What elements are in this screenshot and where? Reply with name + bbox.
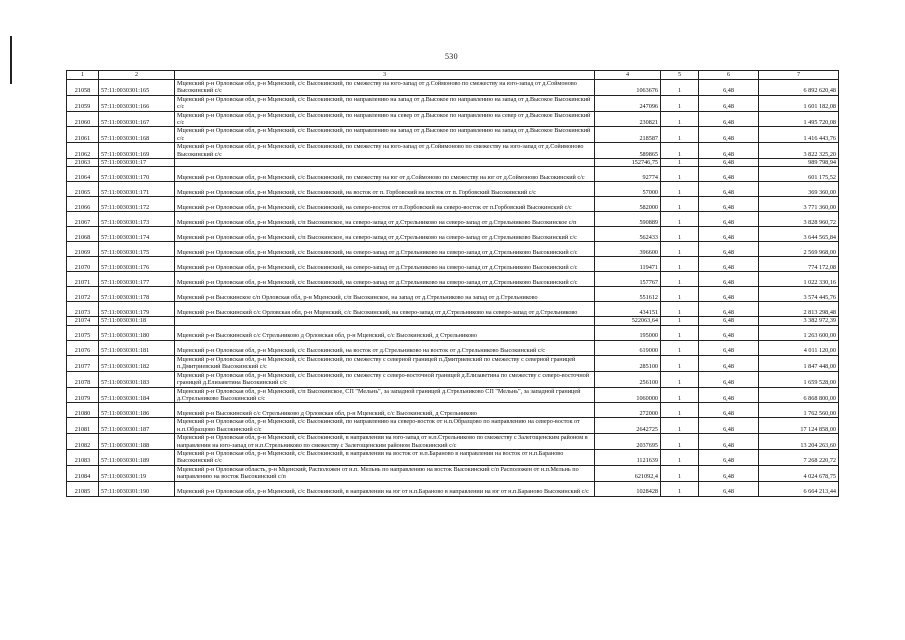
count-cell: 1 <box>661 434 699 450</box>
row-number-cell: 21080 <box>67 403 99 418</box>
column-header: 6 <box>699 71 759 80</box>
location-description-cell <box>175 159 595 167</box>
count-cell: 1 <box>661 80 699 96</box>
count-cell: 1 <box>661 449 699 465</box>
rate-cell: 6,48 <box>699 371 759 387</box>
area-cell: 218587 <box>595 127 661 143</box>
count-cell: 1 <box>661 481 699 496</box>
location-description-cell: Мценский р-н Высокинский с/с Орловская обл, р-н Мценский, с/с Высокинский, на северо-запад от д.Стрельниково на северо-запад от д.Стрельниково <box>175 302 595 317</box>
cadastral-value-cell: 1 659 528,00 <box>759 371 839 387</box>
cadastral-number-cell: 57:11:0030301:184 <box>99 387 175 403</box>
table-row <box>67 418 839 434</box>
table-row <box>67 143 839 159</box>
location-description-cell: Мценский р-н Орловская обл, р-н Мценский, с/с Высокинский, на северо-запад от д.Стрельниково на северо-запад от д.Стрельниково Высокинский с/с <box>175 242 595 257</box>
rate-cell: 6,48 <box>699 317 759 325</box>
row-number-cell: 21082 <box>67 434 99 450</box>
row-number-cell: 21068 <box>67 227 99 242</box>
rate-cell: 6,48 <box>699 418 759 434</box>
count-cell: 1 <box>661 387 699 403</box>
cadastral-value-cell: 369 360,00 <box>759 182 839 197</box>
count-cell: 1 <box>661 111 699 127</box>
cadastral-number-cell: 57:11:0030301:173 <box>99 212 175 227</box>
count-cell: 1 <box>661 159 699 167</box>
location-description-cell: Мценский р-н Орловская обл, р-н Мценский, с/с Высокинский, по смежеству на юго-запад от д.Соймоново по смежеству на юго-запад от д.Соймоново Высокинский с/с <box>175 80 595 96</box>
rate-cell: 6,48 <box>699 257 759 272</box>
row-number-cell: 21081 <box>67 418 99 434</box>
cadastral-number-cell: 57:11:0030301:183 <box>99 371 175 387</box>
count-cell: 1 <box>661 418 699 434</box>
rate-cell: 6,48 <box>699 95 759 111</box>
table-row <box>67 302 839 317</box>
area-cell: 582000 <box>595 197 661 212</box>
area-cell: 396600 <box>595 242 661 257</box>
row-number-cell: 21060 <box>67 111 99 127</box>
row-number-cell: 21071 <box>67 272 99 287</box>
rate-cell: 6,48 <box>699 465 759 481</box>
rate-cell: 6,48 <box>699 302 759 317</box>
cadastral-value-cell: 601 175,52 <box>759 167 839 182</box>
table-row <box>67 159 839 167</box>
cadastral-number-cell: 57:11:0030301:19 <box>99 465 175 481</box>
area-cell: 285100 <box>595 355 661 371</box>
location-description-cell: Мценский р-н Орловская обл, р-н Мценский, с/п Высокинское, на северо-запад от д.Стрельниково на северо-запад от д.Стрельниково Высокинский с/с <box>175 227 595 242</box>
row-number-cell: 21072 <box>67 287 99 302</box>
area-cell: 2037695 <box>595 434 661 450</box>
table-row <box>67 127 839 143</box>
table-row <box>67 80 839 96</box>
count-cell: 1 <box>661 302 699 317</box>
cadastral-value-cell: 1 022 330,16 <box>759 272 839 287</box>
table-row <box>67 182 839 197</box>
table-row <box>67 481 839 496</box>
cadastral-value-cell: 1 762 560,00 <box>759 403 839 418</box>
cadastral-value-cell: 6 892 620,48 <box>759 80 839 96</box>
rate-cell: 6,48 <box>699 325 759 340</box>
count-cell: 1 <box>661 127 699 143</box>
cadastral-number-cell: 57:11:0030301:169 <box>99 143 175 159</box>
location-description-cell: Мценский р-н Высокинский с/с Стрельниково д Орловская обл, р-н Мценский, с/с Высокинский, д Стрельниково <box>175 403 595 418</box>
row-number-cell: 21085 <box>67 481 99 496</box>
rate-cell: 6,48 <box>699 197 759 212</box>
cadastral-number-cell: 57:11:0030301:186 <box>99 403 175 418</box>
column-header: 2 <box>99 71 175 80</box>
cadastral-value-cell: 17 124 858,00 <box>759 418 839 434</box>
cadastral-value-cell: 4 011 120,00 <box>759 340 839 355</box>
location-description-cell: Мценский р-н Орловская обл, р-н Мценский, с/с Высокинский, на северо-восток от п.Горбовский на северо-восток от п.Горбовский Высокинский с/с <box>175 197 595 212</box>
area-cell: 590889 <box>595 212 661 227</box>
column-header: 5 <box>661 71 699 80</box>
page-number: 530 <box>445 52 458 61</box>
cadastral-value-cell: 1 601 182,08 <box>759 95 839 111</box>
cadastral-number-cell: 57:11:0030301:175 <box>99 242 175 257</box>
cadastral-number-cell: 57:11:0030301:168 <box>99 127 175 143</box>
location-description-cell: Мценский р-н Орловская обл, р-н Мценский, с/с Высокинский, по направлению на запад от д.Высокое по направлению на запад от д.Высокое Высокинский с/с <box>175 95 595 111</box>
location-description-cell: Мценский р-н Орловская обл, р-н Мценский, с/с Высокинский, по смежеству на юго-запад от д.Сойимоново по смежеству на юго-запад от д.Сойимоново Высокинский с/с <box>175 143 595 159</box>
area-cell: 2642725 <box>595 418 661 434</box>
rate-cell: 6,48 <box>699 227 759 242</box>
table-row <box>67 95 839 111</box>
column-header: 3 <box>175 71 595 80</box>
location-description-cell: Мценский р-н Орловская обл, р-н Мценский, с/с Высокинский, в направлении на юго-запад от н.п.Стрельниково по смежеству с Залегощенским районом в направлении на юго-запад от н.п.Стрельниково по смежеству с Залегощенским районом Высокинский с/с <box>175 434 595 450</box>
count-cell: 1 <box>661 355 699 371</box>
area-cell: 247096 <box>595 95 661 111</box>
column-header: 4 <box>595 71 661 80</box>
table-row <box>67 371 839 387</box>
table-body <box>67 80 839 497</box>
count-cell: 1 <box>661 465 699 481</box>
row-number-cell: 21078 <box>67 371 99 387</box>
rate-cell: 6,48 <box>699 127 759 143</box>
row-number-cell: 21084 <box>67 465 99 481</box>
area-cell: 157767 <box>595 272 661 287</box>
cadastral-number-cell: 57:11:0030301:165 <box>99 80 175 96</box>
location-description-cell: Мценский р-н Орловская обл, р-н Мценский, с/с Высокинский, на северо-запад от д.Стрельниково на северо-запад от д.Стрельниково Высокинский с/с <box>175 272 595 287</box>
area-cell: 1028428 <box>595 481 661 496</box>
location-description-cell: Мценский р-н Орловская обл, р-н Мценский, с/с Высокинский, по направлению на северо-восток от н.п.Образцово по направлению на северо-восток от н.п.Образцово Высокинский с/с <box>175 418 595 434</box>
row-number-cell: 21073 <box>67 302 99 317</box>
rate-cell: 6,48 <box>699 182 759 197</box>
row-number-cell: 21075 <box>67 325 99 340</box>
rate-cell: 6,48 <box>699 340 759 355</box>
rate-cell: 6,48 <box>699 355 759 371</box>
location-description-cell: Мценский р-н Орловская обл, р-н Мценский, с/с Высокинский, по направлению на север от д.Высокое по направлению на север от д.Высокое Высокинский с/с <box>175 111 595 127</box>
cadastral-value-cell: 774 172,08 <box>759 257 839 272</box>
cadastral-number-cell: 57:11:0030301:190 <box>99 481 175 496</box>
count-cell: 1 <box>661 95 699 111</box>
count-cell: 1 <box>661 227 699 242</box>
cadastral-number-cell: 57:11:0030301:187 <box>99 418 175 434</box>
cadastral-value-cell: 1 416 443,76 <box>759 127 839 143</box>
cadastral-value-cell: 1 263 600,00 <box>759 325 839 340</box>
rate-cell: 6,48 <box>699 449 759 465</box>
area-cell: 272000 <box>595 403 661 418</box>
table-row <box>67 227 839 242</box>
count-cell: 1 <box>661 143 699 159</box>
cadastral-number-cell: 57:11:0030301:17 <box>99 159 175 167</box>
area-cell: 551612 <box>595 287 661 302</box>
cadastral-number-cell: 57:11:0030301:178 <box>99 287 175 302</box>
cadastral-value-cell: 6 664 213,44 <box>759 481 839 496</box>
row-number-cell: 21066 <box>67 197 99 212</box>
cadastral-number-cell: 57:11:0030301:176 <box>99 257 175 272</box>
row-number-cell: 21074 <box>67 317 99 325</box>
column-header: 1 <box>67 71 99 80</box>
cadastral-value-cell: 4 024 678,75 <box>759 465 839 481</box>
area-cell: 195000 <box>595 325 661 340</box>
count-cell: 1 <box>661 167 699 182</box>
area-cell: 619000 <box>595 340 661 355</box>
table-row <box>67 325 839 340</box>
cadastral-value-cell: 1 847 448,00 <box>759 355 839 371</box>
cadastral-value-cell: 2 569 968,00 <box>759 242 839 257</box>
rate-cell: 6,48 <box>699 403 759 418</box>
row-number-cell: 21064 <box>67 167 99 182</box>
land-plot-register-table <box>66 70 839 497</box>
cadastral-number-cell: 57:11:0030301:171 <box>99 182 175 197</box>
count-cell: 1 <box>661 403 699 418</box>
location-description-cell: Мценский р-н Высокинский с/с Стрельниково д Орловская обл, р-н Мценский, с/с Высокинский, д Стрельниково <box>175 325 595 340</box>
row-number-cell: 21083 <box>67 449 99 465</box>
area-cell: 256100 <box>595 371 661 387</box>
cadastral-value-cell: 2 813 298,48 <box>759 302 839 317</box>
table-row <box>67 403 839 418</box>
cadastral-number-cell: 57:11:0030301:180 <box>99 325 175 340</box>
cadastral-value-cell: 7 268 220,72 <box>759 449 839 465</box>
count-cell: 1 <box>661 325 699 340</box>
table-row <box>67 242 839 257</box>
area-cell: 1060000 <box>595 387 661 403</box>
count-cell: 1 <box>661 371 699 387</box>
row-number-cell: 21076 <box>67 340 99 355</box>
table-row <box>67 340 839 355</box>
location-description-cell: Мценский р-н Орловская обл, р-н Мценский, с/с Высокинский, по смежеству с северо-восточной границей д.Елизаветина по смежеству с северо-восточной границей д.Елизаветина Высокинский с/с <box>175 371 595 387</box>
location-description-cell: Мценский р-н Орловская обл, р-н Мценский, с/с Высокинский, на северо-запад от д.Стрельниково на северо-запад от д.Стрельниково Высокинский с/с <box>175 257 595 272</box>
count-cell: 1 <box>661 182 699 197</box>
cadastral-value-cell: 6 868 800,00 <box>759 387 839 403</box>
row-number-cell: 21062 <box>67 143 99 159</box>
rate-cell: 6,48 <box>699 111 759 127</box>
row-number-cell: 21077 <box>67 355 99 371</box>
row-number-cell: 21058 <box>67 80 99 96</box>
area-cell: 230821 <box>595 111 661 127</box>
table-row <box>67 111 839 127</box>
count-cell: 1 <box>661 287 699 302</box>
row-number-cell: 21063 <box>67 159 99 167</box>
rate-cell: 6,48 <box>699 242 759 257</box>
area-cell: 1063676 <box>595 80 661 96</box>
cadastral-value-cell: 13 204 263,60 <box>759 434 839 450</box>
table-row <box>67 272 839 287</box>
cadastral-number-cell: 57:11:0030301:170 <box>99 167 175 182</box>
rate-cell: 6,48 <box>699 387 759 403</box>
rate-cell: 6,48 <box>699 159 759 167</box>
location-description-cell <box>175 317 595 325</box>
cadastral-value-cell: 3 574 445,76 <box>759 287 839 302</box>
rate-cell: 6,48 <box>699 287 759 302</box>
rate-cell: 6,48 <box>699 212 759 227</box>
cadastral-value-cell: 989 798,94 <box>759 159 839 167</box>
area-cell: 434151 <box>595 302 661 317</box>
table-row <box>67 167 839 182</box>
cadastral-value-cell: 3 644 565,84 <box>759 227 839 242</box>
cadastral-number-cell: 57:11:0030301:188 <box>99 434 175 450</box>
cadastral-number-cell: 57:11:0030301:167 <box>99 111 175 127</box>
row-number-cell: 21067 <box>67 212 99 227</box>
location-description-cell: Мценский р-н Орловская обл, р-н Мценский, с/с Высокинский, в направлении на восток от н.п.Бараново в направлении на восток от н.п.Бараново Высокинский с/с <box>175 449 595 465</box>
location-description-cell: Мценский р-н Орловская обл, р-н Мценский, с/с Высокинский, в направлении на юг от н.п.Бараново в направлении на юг от н.п.Бараново Высокинский с/с <box>175 481 595 496</box>
column-header: 7 <box>759 71 839 80</box>
count-cell: 1 <box>661 242 699 257</box>
area-cell: 119471 <box>595 257 661 272</box>
table-row <box>67 449 839 465</box>
table-row <box>67 387 839 403</box>
table-row <box>67 257 839 272</box>
location-description-cell: Мценский р-н Орловская обл, р-н Мценский, с/с Высокинский, по смежеству на юг от д.Соймоново по смежеству на юг от д.Соймоново Высокинский с/с <box>175 167 595 182</box>
row-number-cell: 21059 <box>67 95 99 111</box>
cadastral-value-cell: 1 495 720,08 <box>759 111 839 127</box>
rate-cell: 6,48 <box>699 80 759 96</box>
table-row <box>67 317 839 325</box>
cadastral-number-cell: 57:11:0030301:172 <box>99 197 175 212</box>
cadastral-value-cell: 3 382 972,39 <box>759 317 839 325</box>
area-cell: 589865 <box>595 143 661 159</box>
location-description-cell: Мценский р-н Орловская обл, р-н Мценский, с/с Высокинский, на восток от д.Стрельниково на восток от д.Стрельниково Высокинский с/с <box>175 340 595 355</box>
location-description-cell: Мценский р-н Орловская область, р-н Мценский, Расположен от н.п. Мельнь по направлению на восток Высокинский с/п Расположен от н.п.Мельнь по направлению на восток Высокинский с/п <box>175 465 595 481</box>
location-description-cell: Мценский р-н Орловская обл, р-н Мценский, с/с Высокинский, по смежеству с северной границей п.Дмитриевский по смежеству с северной границей п.Дмитриевский Высокинский с/с <box>175 355 595 371</box>
row-number-cell: 21070 <box>67 257 99 272</box>
location-description-cell: Мценский р-н Высокинское с/п Орловская обл, р-н Мценский, с/п Высокинское, на запад от д.Стрельниково на запад от д.Стрельниково <box>175 287 595 302</box>
table-row <box>67 465 839 481</box>
area-cell: 57000 <box>595 182 661 197</box>
cadastral-number-cell: 57:11:0030301:174 <box>99 227 175 242</box>
count-cell: 1 <box>661 197 699 212</box>
row-number-cell: 21065 <box>67 182 99 197</box>
cadastral-value-cell: 3 822 325,20 <box>759 143 839 159</box>
cadastral-number-cell: 57:11:0030301:181 <box>99 340 175 355</box>
location-description-cell: Мценский р-н Орловская обл, р-н Мценский, с/п Высокинское, СП "Мельнь", за западной границей д.Стрельниково СП "Мельнь", за западной границей д.Стрельниково Высокинский с/с <box>175 387 595 403</box>
count-cell: 1 <box>661 317 699 325</box>
rate-cell: 6,48 <box>699 143 759 159</box>
rate-cell: 6,48 <box>699 167 759 182</box>
count-cell: 1 <box>661 340 699 355</box>
row-number-cell: 21079 <box>67 387 99 403</box>
count-cell: 1 <box>661 257 699 272</box>
area-cell: 152746,75 <box>595 159 661 167</box>
area-cell: 621092,4 <box>595 465 661 481</box>
binder-margin-line <box>10 36 12 84</box>
cadastral-number-cell: 57:11:0030301:179 <box>99 302 175 317</box>
cadastral-number-cell: 57:11:0030301:182 <box>99 355 175 371</box>
rate-cell: 6,48 <box>699 434 759 450</box>
area-cell: 522063,64 <box>595 317 661 325</box>
table-row <box>67 287 839 302</box>
cadastral-number-cell: 57:11:0030301:189 <box>99 449 175 465</box>
table-row <box>67 355 839 371</box>
location-description-cell: Мценский р-н Орловская обл, р-н Мценский, с/с Высокинский, на восток от п. Горбовский на восток от п. Горбовский Высокинский с/с <box>175 182 595 197</box>
cadastral-value-cell: 3 771 360,00 <box>759 197 839 212</box>
table-row <box>67 197 839 212</box>
cadastral-number-cell: 57:11:0030301:18 <box>99 317 175 325</box>
cadastral-number-cell: 57:11:0030301:177 <box>99 272 175 287</box>
count-cell: 1 <box>661 212 699 227</box>
count-cell: 1 <box>661 272 699 287</box>
table-row <box>67 434 839 450</box>
cadastral-number-cell: 57:11:0030301:166 <box>99 95 175 111</box>
table-row <box>67 212 839 227</box>
row-number-cell: 21069 <box>67 242 99 257</box>
area-cell: 562433 <box>595 227 661 242</box>
location-description-cell: Мценский р-н Орловская обл, р-н Мценский, с/п Высокинское, на северо-запад от д.Стрельниково на северо-запад от д.Стрельниково Высокинское с/п <box>175 212 595 227</box>
rate-cell: 6,48 <box>699 481 759 496</box>
rate-cell: 6,48 <box>699 272 759 287</box>
header-row <box>67 71 839 80</box>
row-number-cell: 21061 <box>67 127 99 143</box>
cadastral-value-cell: 3 828 960,72 <box>759 212 839 227</box>
area-cell: 1121639 <box>595 449 661 465</box>
location-description-cell: Мценский р-н Орловская обл, р-н Мценский, с/с Высокинский, по направлению на запад от д.Высокое по направлению на запад от д.Высокое Высокинский с/с <box>175 127 595 143</box>
area-cell: 92774 <box>595 167 661 182</box>
